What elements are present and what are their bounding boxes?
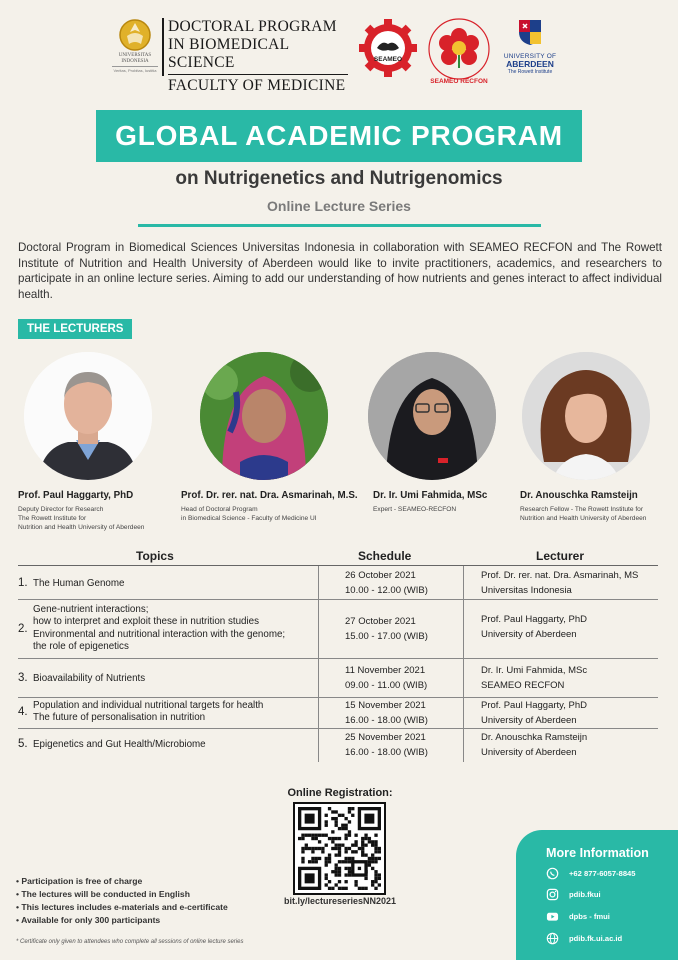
lecturer-photo-fahmida: [368, 352, 496, 480]
row-lecturer: [481, 698, 587, 728]
row-date: 11 November 2021: [345, 665, 426, 676]
contact-instagram[interactable]: [546, 887, 601, 901]
youtube-channel: dpbs - fmui: [569, 911, 610, 921]
instagram-handle: pdib.fkui: [569, 889, 601, 899]
row-time: 16.00 - 18.00 (WIB): [345, 747, 428, 758]
header-lecturer: Lecturer: [536, 549, 585, 563]
lecturer-role-line: Expert - SEAMEO-RECFON: [373, 506, 457, 513]
lecturer-name-2: Prof. Dr. rer. nat. Dra. Asmarinah, M.S.: [181, 490, 358, 501]
row-topic: [33, 673, 145, 685]
lecturer-role-3: [373, 505, 456, 514]
lecturer-role-1: [18, 505, 144, 532]
row-topic: [33, 604, 285, 654]
seameo-text: [358, 54, 418, 64]
lecturer-role-line: Research Fellow - The Rowett Institute for: [520, 506, 644, 513]
table-row: [18, 566, 658, 600]
contact-youtube[interactable]: [546, 909, 610, 923]
row-number: 2.: [18, 623, 28, 635]
seameo-gear-icon: [358, 18, 418, 78]
header-topics: Topics: [136, 549, 174, 563]
row-schedule: [318, 729, 464, 762]
qr-code-icon[interactable]: [298, 807, 381, 890]
registration-link[interactable]: bit.ly/lectureseriesNN2021: [283, 896, 397, 906]
lecturer-role-line: Head of Doctoral Program: [181, 506, 258, 513]
youtube-icon: [546, 910, 559, 923]
table-row: [18, 729, 658, 762]
topic-line: how to interpret and exploit these in nutrition studies: [33, 616, 260, 628]
notes-list: [16, 875, 228, 927]
row-number: 1.: [18, 577, 28, 589]
aberdeen-crest-icon: [517, 18, 543, 46]
table-header: [18, 548, 658, 566]
lecturer-line: University of Aberdeen: [481, 715, 577, 726]
certificate-footnote: * Certificate only given to attendees who complete all sessions of online lecture series: [16, 939, 244, 945]
lecturer-role-line: Deputy Director for Research: [18, 506, 104, 513]
row-schedule: [318, 566, 464, 599]
row-time: 10.00 - 12.00 (WIB): [345, 585, 428, 596]
schedule-table: [18, 548, 658, 762]
row-date: 15 November 2021: [345, 700, 426, 711]
lecturer-line: SEAMEO RECFON: [481, 680, 565, 691]
lecturer-name-4: Dr. Anouschka Ramsteijn: [520, 490, 638, 501]
lecturer-line: Prof. Paul Haggarty, PhD: [481, 700, 587, 711]
web-icon: [546, 932, 559, 945]
lecturer-line: Prof. Paul Haggarty, PhD: [481, 614, 587, 625]
ui-logo: [112, 18, 158, 73]
aberdeen-line-1: UNIVERSITY OF: [503, 53, 557, 60]
ui-name: UNIVERSITAS INDONESIA: [118, 53, 152, 64]
row-time: 16.00 - 18.00 (WIB): [345, 715, 428, 726]
lecturer-role-line: in Biomedical Science - Faculty of Medicine UI: [181, 515, 317, 522]
row-schedule: [318, 659, 464, 697]
topic-line: Gene-nutrient interactions;: [33, 604, 149, 615]
website-url: pdib.fk.ui.ac.id: [569, 933, 623, 943]
subtitle: on Nutrigenetics and Nutrigenomics: [175, 168, 503, 189]
lecturer-photo-haggarty: [24, 352, 152, 480]
lecturer-line: Universitas Indonesia: [481, 585, 572, 596]
svg-text:SEAMEO: SEAMEO: [373, 56, 403, 63]
seameo-recfon-logo: [424, 16, 494, 91]
aberdeen-logo: [502, 18, 558, 75]
aberdeen-line-2: ABERDEEN: [506, 59, 554, 69]
lecturers-heading: THE LECTURERS: [18, 319, 132, 339]
table-row: [18, 659, 658, 698]
topic-line: The future of personalisation in nutrition: [33, 712, 206, 724]
more-info-title: More Information: [546, 846, 649, 860]
row-number: 5.: [18, 738, 28, 750]
program-line-1: DOCTORAL PROGRAM: [168, 18, 337, 35]
recfon-flower-icon: [424, 16, 494, 86]
row-date: 27 October 2021: [345, 616, 416, 627]
program-line-2: IN BIOMEDICAL SCIENCE: [168, 36, 289, 71]
main-title: GLOBAL ACADEMIC PROGRAM: [115, 120, 563, 151]
topic-line: Population and individual nutritional targets for health: [33, 700, 264, 711]
registration-label: Online Registration:: [287, 787, 393, 799]
note-item: • Participation is free of charge: [16, 875, 228, 888]
lecturer-role-line: The Rowett Institute for: [18, 515, 87, 522]
title-divider: [138, 224, 541, 227]
ui-motto: Veritas, Probitas, Iustitia: [113, 68, 157, 73]
row-time: 09.00 - 11.00 (WIB): [345, 680, 428, 691]
topic-line: Epigenetics and Gut Health/Microbiome: [33, 739, 206, 750]
topic-line: The Human Genome: [33, 578, 125, 589]
intro-paragraph: Doctoral Program in Biomedical Sciences Universitas Indonesia in collaboration with SEAMEO RECFON and The Rowett Institute of Nutrition and Health University of Aberdeen would like to invite practitioners, academics, and researchers to participate in an online lecture series. Aiming to add our understanding of how nutrients and genes interact to affect individual health.: [18, 241, 662, 301]
row-lecturer: [481, 730, 587, 760]
row-schedule: [318, 600, 464, 658]
whatsapp-icon: [546, 867, 559, 880]
whatsapp-number: +62 877-6057-8845: [569, 868, 636, 878]
recfon-text: SEAMEO RECFON: [430, 78, 488, 85]
row-schedule: [318, 698, 464, 728]
lecturer-line: Prof. Dr. rer. nat. Dra. Asmarinah, MS: [481, 570, 639, 581]
row-time: 15.00 - 17.00 (WIB): [345, 631, 428, 642]
aberdeen-line-3: The Rowett Institute: [507, 69, 553, 75]
note-item: • Available for only 300 participants: [16, 914, 228, 927]
lecturer-line: Dr. Anouschka Ramsteijn: [481, 732, 588, 743]
lecturer-line: Dr. Ir. Umi Fahmida, MSc: [481, 665, 588, 676]
row-date: 25 November 2021: [345, 732, 426, 743]
row-number: 3.: [18, 672, 28, 684]
header-schedule: Schedule: [358, 549, 412, 563]
header: [0, 16, 678, 94]
lecturer-name-3: Dr. Ir. Umi Fahmida, MSc: [373, 490, 488, 501]
row-lecturer: [481, 663, 587, 693]
row-number: 4.: [18, 706, 28, 718]
more-info-panel: [516, 830, 678, 960]
lecturer-role-2: [181, 505, 317, 523]
lecturer-name-1: Prof. Paul Haggarty, PhD: [18, 490, 134, 501]
note-item: • The lectures will be conducted in English: [16, 888, 228, 901]
instagram-icon: [546, 888, 559, 901]
topic-line: Bioavailability of Nutrients: [33, 673, 146, 684]
lecturer-line: University of Aberdeen: [481, 629, 577, 640]
lecturer-line: University of Aberdeen: [481, 747, 577, 758]
seameo-logo: [358, 18, 418, 83]
note-item: • This lectures includes e-materials and e-certificate: [16, 901, 228, 914]
topic-line: the role of epigenetics: [33, 641, 129, 653]
table-row: [18, 600, 658, 659]
lecturer-photo-ramsteijn: [522, 352, 650, 480]
lecturer-role-4: [520, 505, 646, 523]
row-lecturer: [481, 568, 638, 598]
series-label: Online Lecture Series: [267, 198, 411, 214]
makara-emblem-icon: [118, 18, 152, 52]
topic-line: Environmental and nutritional interaction with the genome;: [33, 628, 286, 640]
row-date: 26 October 2021: [345, 570, 416, 581]
program-line-3: FACULTY OF MEDICINE: [168, 74, 348, 95]
contact-website[interactable]: [546, 931, 622, 945]
row-topic: [33, 700, 263, 725]
contact-whatsapp[interactable]: [546, 866, 636, 880]
table-row: [18, 698, 658, 729]
lecturer-role-line: Nutrition and Health University of Aberdeen: [520, 515, 647, 522]
row-topic: [33, 578, 124, 590]
row-lecturer: [481, 612, 587, 642]
registration-qr-code[interactable]: [293, 802, 386, 895]
row-topic: [33, 739, 206, 751]
title-banner: [96, 110, 582, 162]
lecturer-photo-asmarinah: [200, 352, 328, 480]
program-name: [168, 18, 348, 95]
lecturer-role-line: Nutrition and Health University of Aberdeen: [18, 524, 145, 531]
